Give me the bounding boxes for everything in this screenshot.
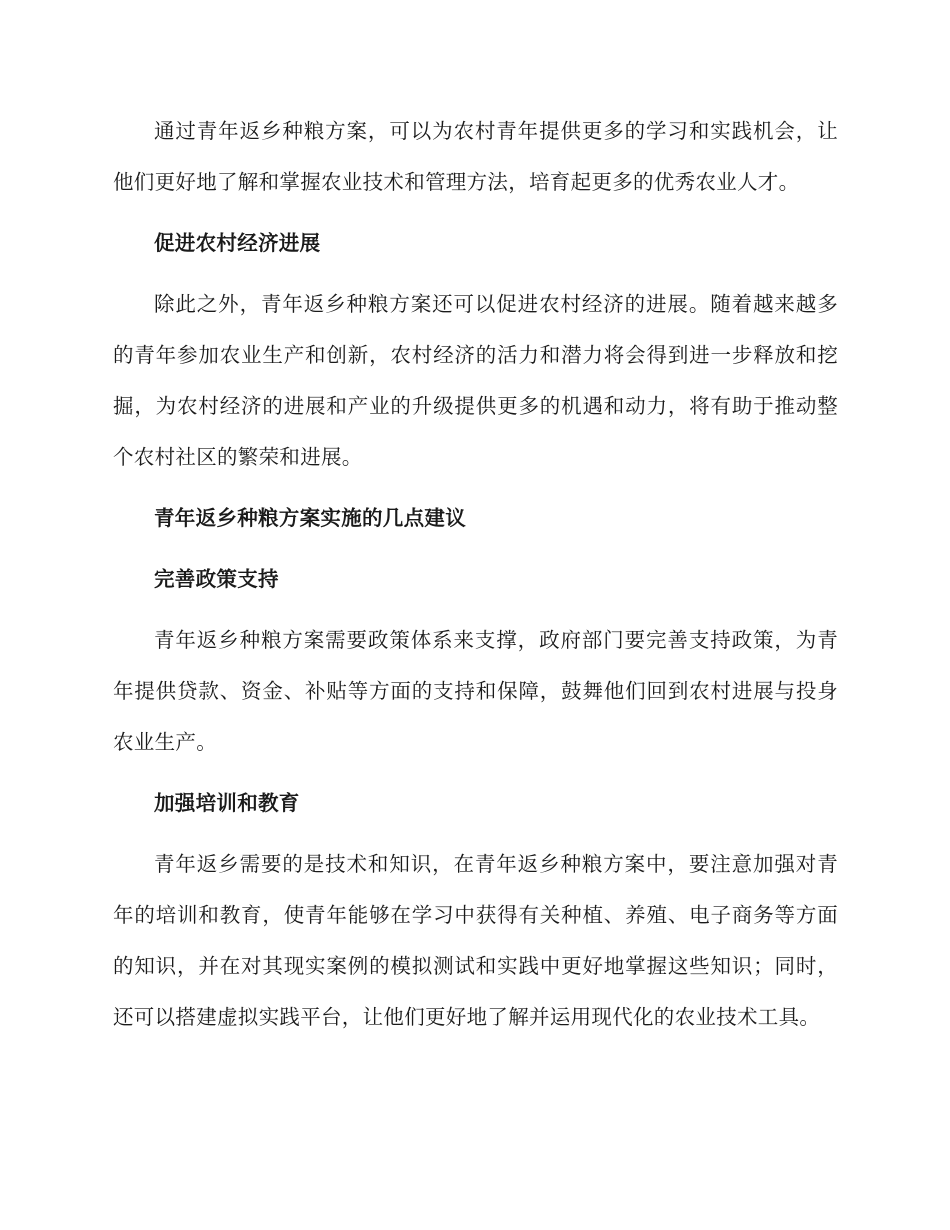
paragraph-youth-learning: 通过青年返乡种粮方案，可以为农村青年提供更多的学习和实践机会，让他们更好地了解和掌握农业技术和管理方法，培育起更多的优秀农业人才。 (113, 119, 838, 194)
heading-training-education: 加强培训和教育 (154, 791, 300, 815)
heading-rural-economy: 促进农村经济进展 (154, 231, 321, 255)
paragraph-rural-economy: 除此之外，青年返乡种粮方案还可以促进农村经济的进展。随着越来越多的青年参加农业生产和创新，农村经济的活力和潜力将会得到进一步释放和挖掘，为农村经济的进展和产业的升级提供更多的机遇和动力，将有助于推动整个农村社区的繁荣和进展。 (113, 292, 838, 469)
document-body (113, 106, 838, 1053)
heading-suggestions: 青年返乡种粮方案实施的几点建议 (154, 506, 466, 530)
paragraph-policy-support: 青年返乡种粮方案需要政策体系来支撑，政府部门要完善支持政策，为青年提供贷款、资金、补贴等方面的支持和保障，鼓舞他们回到农村进展与投身农业生产。 (113, 628, 838, 754)
paragraph-training-education: 青年返乡需要的是技术和知识，在青年返乡种粮方案中，要注意加强对青年的培训和教育，使青年能够在学习中获得有关种植、养殖、电子商务等方面的知识，并在对其现实案例的模拟测试和实践中更好地掌握这些知识；同时，还可以搭建虚拟实践平台，让他们更好地了解并运用现代化的农业技术工具。 (113, 852, 838, 1029)
heading-policy-support: 完善政策支持 (154, 567, 279, 591)
